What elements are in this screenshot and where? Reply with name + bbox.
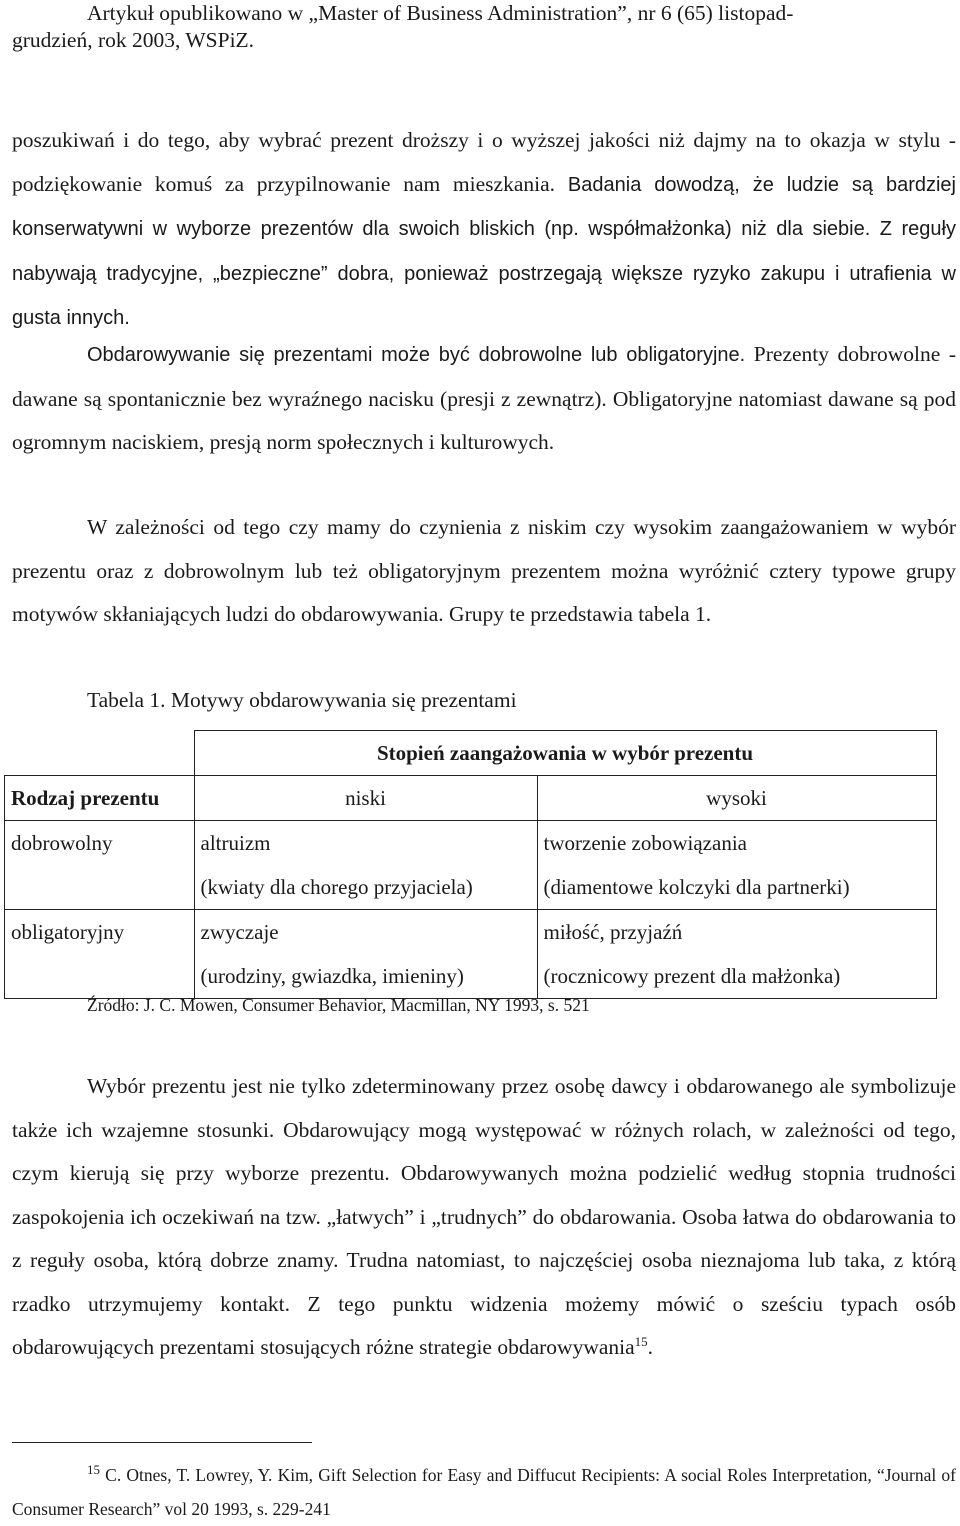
table-row-header: Rodzaj prezentu: [5, 776, 195, 821]
paragraph-4-end: .: [647, 1335, 654, 1359]
table-row-label: dobrowolny: [5, 821, 195, 910]
footnote-number: 15: [87, 1462, 100, 1478]
paragraph-motive-groups: W zależności od tego czy mamy do czynienia z niskim czy wysokim zaangażowaniem w wybór prezentu oraz z dobrowolnym lub też obligatoryjnym prezentem można wyróżnić cztery typowe grupy motywów skłaniających ludzi do obdarowywania. Grupy te przedstawia tabela 1.: [12, 515, 956, 626]
table-cell-low: [194, 910, 537, 999]
cell-title: miłość, przyjaźń: [543, 920, 683, 944]
cell-title: tworzenie zobowiązania: [543, 831, 747, 855]
table-group-header: Stopień zaangażowania w wybór prezentu: [194, 731, 936, 776]
paragraph-2-serif: Prezenty dobrowolne - dawane są spontanicznie bez wyraźnego nacisku (presji z zewnątrz). Obligatoryjne natomiast dawane są pod ogromnym naciskiem, presją norm społecznych i kulturowych.: [12, 342, 956, 454]
header-line-1: Artykuł opublikowano w „Master of Business Administration”, nr 6 (65) listopad-: [87, 1, 794, 25]
table-col-low: niski: [194, 776, 537, 821]
cell-title: altruizm: [200, 831, 271, 855]
table-cell-low: [194, 821, 537, 910]
motives-table: [4, 730, 937, 999]
cell-example: (rocznicowy prezent dla małżonka): [543, 964, 841, 988]
footnote-text: C. Otnes, T. Lowrey, Y. Kim, Gift Selection for Easy and Diffucut Recipients: A social Roles Interpretation, “Journal of Consumer Research” vol 20 1993, s. 229-241: [12, 1465, 956, 1519]
table-empty-corner: [5, 731, 195, 776]
publication-header: [12, 0, 943, 54]
cell-title: zwyczaje: [200, 920, 279, 944]
table-row: [5, 821, 937, 910]
table-col-high: wysoki: [537, 776, 936, 821]
paragraph-4-text: Wybór prezentu jest nie tylko zdeterminowany przez osobę dawcy i obdarowanego ale symbolizuje także ich wzajemne stosunki. Obdarowujący mogą występować w różnych rolach, w zależności od tego, czym kierują się przy wyborze prezentu. Obdarowywanych można podzielić według stopnia trudności zaspokojenia ich oczekiwań na tzw. „łatwych” i „trudnych” do obdarowania. Osoba łatwa do obdarowania to z reguły osoba, którą dobrze znamy. Trudna natomiast, to najczęściej osoba nieznajoma lub taka, z którą rzadko utrzymujemy kontakt. Z tego punktu widzenia możemy mówić o sześciu typach osób obdarowujących prezentami stosujących różne strategie obdarowywania: [12, 1074, 956, 1359]
paragraph-1-sans-b: Z reguły nabywają tradycyjne, „bezpieczne” dobra, ponieważ postrzegają większe ryzyko zakupu i utrafienia w gusta innych.: [12, 218, 956, 329]
table-source: Źródło: J. C. Mowen, Consumer Behavior, Macmillan, NY 1993, s. 521: [87, 995, 590, 1015]
paragraph-recipients: [12, 1065, 956, 1370]
cell-example: (urodziny, gwiazdka, imieniny): [200, 964, 464, 988]
table-row-label: obligatoryjny: [5, 910, 195, 999]
paragraph-voluntary-obligatory: [12, 333, 956, 465]
paragraph-1-serif: poszukiwań i do tego, aby wybrać prezent droższy i o wyższej jakości niż dajmy na to okazja w stylu - podziękowanie komuś za przypilnowanie nam mieszkania.: [12, 128, 956, 196]
table-caption: Tabela 1. Motywy obdarowywania się prezentami: [87, 688, 517, 712]
table-cell-high: [537, 821, 936, 910]
table-cell-high: [537, 910, 936, 999]
footnote-reference[interactable]: 15: [634, 1333, 648, 1349]
paragraph-2-sans: Obdarowywanie się prezentami może być dobrowolne lub obligatoryjne.: [87, 344, 746, 366]
footnote: [12, 1458, 956, 1526]
cell-example: (kwiaty dla chorego przyjaciela): [200, 875, 473, 899]
paragraph-1-sans-a: Badania dowodzą, że ludzie są bardziej konserwatywni w wyborze prezentów dla swoich bliskich (np. współmałżonka) niż dla siebie.: [12, 173, 956, 240]
footnote-separator: [12, 1442, 312, 1443]
header-line-2: grudzień, rok 2003, WSPiZ.: [12, 28, 255, 52]
cell-example: (diamentowe kolczyki dla partnerki): [543, 875, 850, 899]
paragraph-gift-choice: [12, 119, 956, 341]
table-row: [5, 910, 937, 999]
